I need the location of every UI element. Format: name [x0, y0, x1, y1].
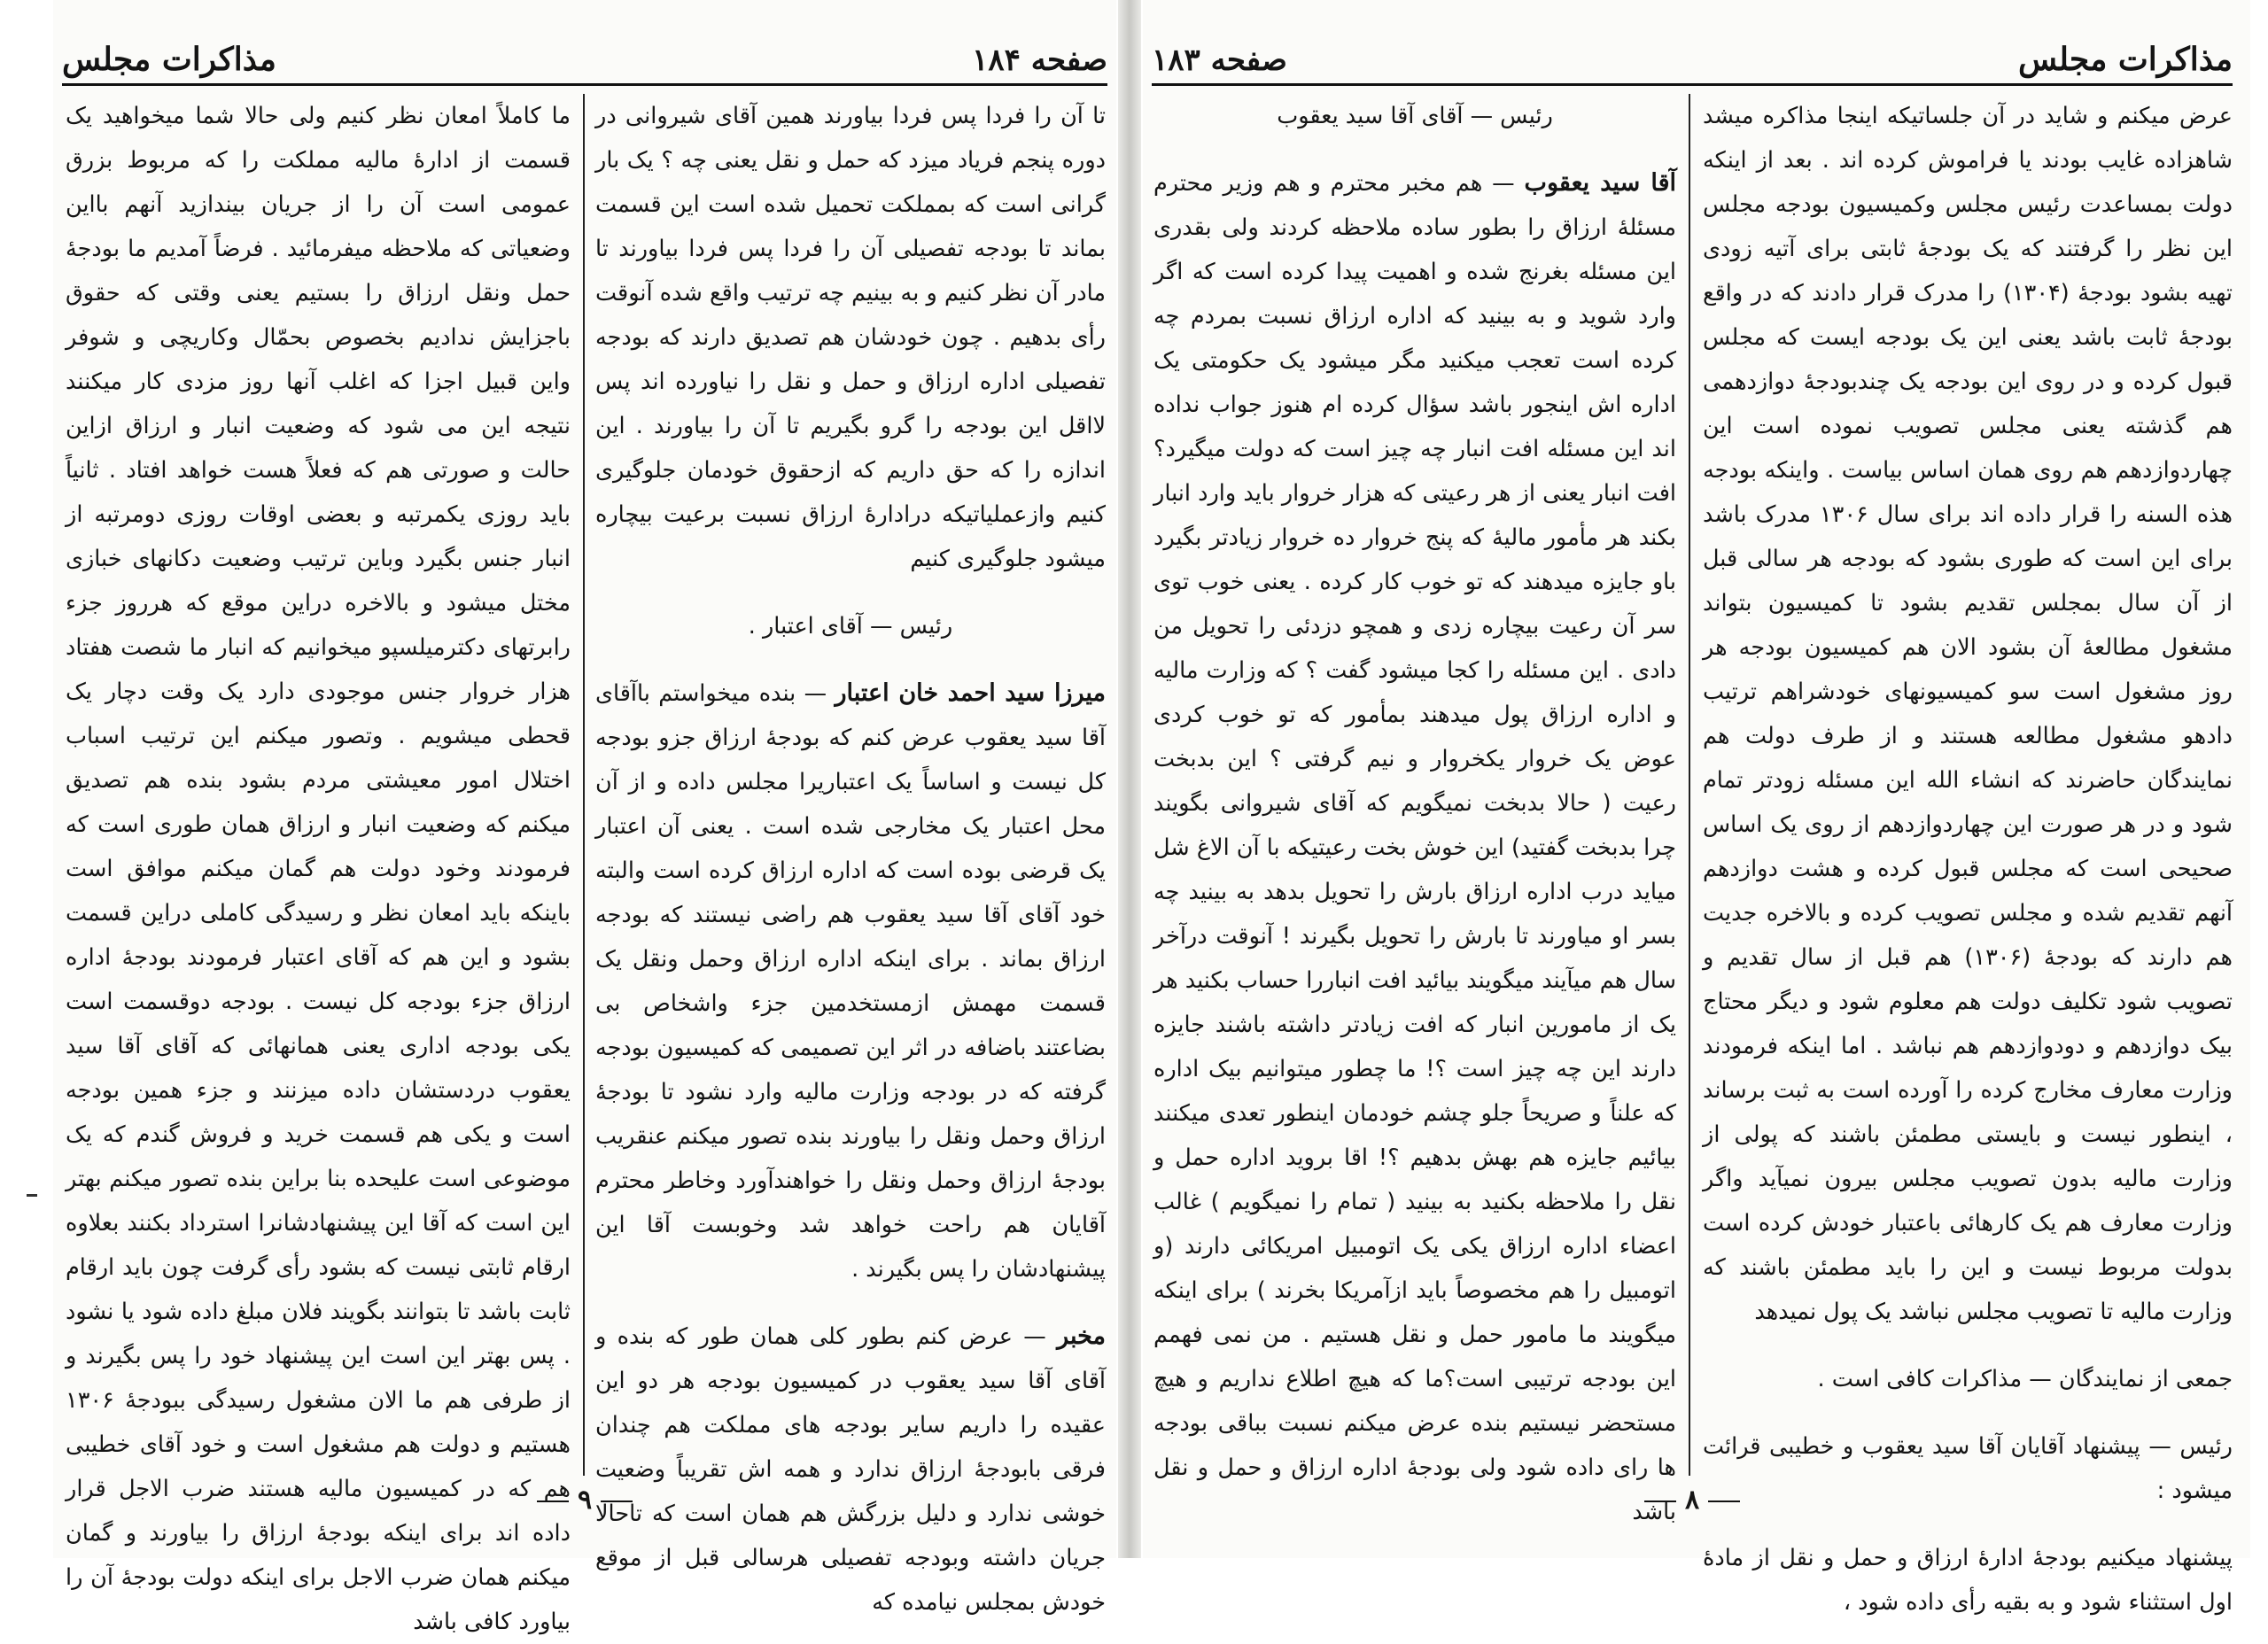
body-paragraph: تا آن را فردا پس فردا بیاورند همین آقای شیروانی در دوره پنجم فریاد میزد که حمل و نقل یعنی چه ؟ یک بار گرانی است که بمملکت تحمیل شده است این قسمت بماند تا بودجه تفصیلی آن را فردا پس فردا بیاورند تا مادر آن نظر کنیم و به بینیم چه ترتیب واقع شده آنوقت رأی بدهیم . چون خودشان هم تصدیق دارند که بودجه تفصیلی اداره ارزاق و حمل و نقل را نیاورده اند پس لااقل این بودجه را گرو بگیریم تا آن را بیاورند . این اندازه را که حق داریم که ازحقوق خودمان جلوگیری کنیم وازعملیاتیکه درادارهٔ ارزاق نسبت برعیت بیچاره میشود جلوگیری کنیم	[595, 103, 1106, 572]
left-folio: ۹	[514, 1485, 656, 1516]
left-page-number: صفحه ۱۸۴	[972, 43, 1107, 78]
right-folio: ۸	[1621, 1485, 1763, 1516]
page-edge-mark	[27, 1194, 37, 1197]
speech-text: — بنده میخواستم باآقای آقا سید یعقوب عرض کنم که بودجهٔ ارزاق جزو بودجه کل نیست و اساساً یک اعتباریرا مجلس داده و از آن محل اعتبار یک مخارجی شده است . یعنی آن اعتبار یک قرضی بوده است که اداره ارزاق کرده است والبته خود آقای آقا سید یعقوب هم راضی نیستند که بودجه ارزاق بماند . برای اینکه اداره ارزاق وحمل ونقل یک قسمت مهمش ازمستخدمین جزء واشخاص بی بضاعتند باضافه در اثر این تصمیمی که کمیسیون بودجه گرفته که در بودجه وزارت مالیه وارد نشود تا بودجهٔ ارزاق وحمل ونقل را بیاورند بنده تصور میکنم عنقریب بودجهٔ ارزاق وحمل ونقل را خواهندآورد وخاطر محترم آقایان هم راحت خواهد شد وخوبست آقا این پیشنهادشان را پس بگیرند .	[595, 680, 1106, 1283]
paragraph-gap	[595, 648, 1106, 671]
left-running-title: مذاکرات مجلس	[62, 41, 276, 78]
paragraph-gap	[1703, 1401, 2233, 1424]
left-head-rule	[62, 83, 1107, 86]
left-page	[53, 0, 1116, 1635]
speech-text: — عرض کنم بطور کلی همان طور که بنده و آقای آقا سید یعقوب در کمیسیون بودجه هر دو این عقیده را داریم سایر بودجه های مملکت هم چندان فرقی بابودجهٔ ارزاق ندارد و همه اش تقریباً وضعیت خوشی ندارد و دلیل بزرگش هم همان است که تاحالا جریان داشته وبودجه تفصیلی هرسالی قبل از موقع خودش بمجلس نیامده که	[595, 1323, 1106, 1616]
body-paragraph: ما کاملاً امعان نظر کنیم ولی حالا شما میخواهید یک قسمت از ادارهٔ مالیه مملکت را که مربوط بزرق عمومی است آن را از جریان بیندازید آنهم بااین وضعیاتی که ملاحظه میفرمائید . فرضاً آمدیم ما بودجهٔ حمل ونقل ارزاق را بستیم یعنی وقتی که حقوق باجزایش ندادیم بخصوص بحمّال وکاریچی و شوفر واین قبیل اجزا که اغلب آنها روز مزدی کار میکنند نتیجه این می شود که وضعیت انبار و ارزاق ازاین حالت و صورتی هم که فعلاً هست خواهد افتاد . ثانیاً باید روزی یکمرتبه و بعضی اوقات روزی دومرتبه از انبار جنس بگیرد وباین ترتیب وضعیت دکانهای خبازی مختل میشود و بالاخره دراین موقع که هرروز جزء رابرتهای دکترمیلسپو میخوانیم که انبار ما شصت هفتاد هزار خروار جنس موجودی دارد یک وقت دچار یک قحطی میشویم . وتصور میکنم این ترتیب اسباب اختلال امور معیشتی مردم بشود بنده هم تصدیق میکنم که وضعیت انبار و ارزاق همان طوری است که فرمودند وخود دولت هم گمان میکنم موافق است باینکه باید امعان نظر و رسیدگی کاملی دراین قسمت بشود و این هم که آقای اعتبار فرمودند بودجهٔ اداره ارزاق جزء بودجه کل نیست . بودجه دوقسمت است یکی بودجه اداری یعنی همانهائی که آقای آقا سید یعقوب دردستشان داده میزنند و جزء همین بودجه است و یکی هم قسمت خرید و فروش گندم که یک موضوعی است علیحده بنا براین بنده تصور میکنم بهتر این است که آقا این پیشنهادشانرا استرداد بکنند بعلاوه ارقام ثابتی نیست که بشود رأی گرفت چون باید ارقام ثابت باشد تا بتوانند بگویند فلان مبلغ داده شود یا نشود . پس بهتر این است این پیشنهاد خود را پس بگیرند و از طرفی هم ما الان مشغول رسیدگی ببودجهٔ ۱۳۰۶ هستیم و دولت هم مشغول است و خود آقای خطیبی هم که در کمیسیون مالیه هستند ضرب الاجل قرار داده اند برای اینکه بودجهٔ ارزاق را بیاورند و گمان میکنم همان ضرب الاجل برای اینکه دولت بودجهٔ آن را بیاورد کافی باشد	[66, 103, 571, 1635]
right-page-left-column	[1153, 94, 1676, 1525]
right-page-number: صفحه ۱۸۳	[1152, 43, 1287, 78]
speaker-name: مخبر	[1057, 1322, 1107, 1350]
body-paragraph: جمعی از نمایندگان — مذاکرات کافی است .	[1817, 1366, 2233, 1392]
right-running-title: مذاکرات مجلس	[2018, 41, 2233, 78]
paragraph-gap	[595, 1291, 1106, 1314]
left-running-head	[62, 25, 1107, 78]
left-page-left-column	[66, 94, 571, 1635]
right-head-rule	[1152, 83, 2233, 86]
right-column-divider	[1689, 94, 1690, 1476]
body-paragraph: عرض میکنم و شاید در آن جلساتیکه اینجا مذاکره میشد شاهزاده غایب بودند یا فراموش کرده اند . بعد از اینکه دولت بمساعدت رئیس مجلس وکمیسیون بودجه مجلس این نظر را گرفتند که یک بودجهٔ ثابتی برای آتیه زودی تهیه بشود بودجهٔ (۱۳۰۴) را مدرک قرار دادند که در واقع بودجهٔ ثابت باشد یعنی این یک بودجه ایست که مجلس قبول کرده و در روی این بودجه یک چندبودجهٔ دوازدهمی هم گذشته یعنی مجلس تصویب نموده است این چهاردوازدهم هم روی همان اساس بیاست . واینکه بودجه هذه السنه را قرار داده اند برای سال ۱۳۰۶ مدرک باشد برای این است که طوری بشود که بودجه هر سالی قبل از آن سال بمجلس تقدیم بشود تا کمیسیون بتواند مشغول مطالعهٔ آن بشود الان هم کمیسیون بودجه هر روز مشغول است سو کمیسیونهای خودشراهم ترتیب دادهو مشغول مطالعه هستند و از طرف دولت هم نمایندگان حاضرند که انشاء الله این مسئله زودتر تمام شود و در هر صورت این چهاردوازدهم از روی یک اساس صحیحی است که مجلس قبول کرده و هشت دوازدهم آنهم تقدیم شده و مجلس تصویب کرده و بالاخره جدیت هم دارند که بودجهٔ (۱۳۰۶) هم قبل از سال تقدیم و تصویب شود تکلیف دولت هم معلوم شود و دیگر محتاج بیک دوازدهم و دودوازدهم هم نباشد . اما اینکه فرمودند وزارت معارف مخارج کرده را آورده است به ثبت برساند ، اینطور نیست و بایستی مطمئن باشند که پولی از وزارت مالیه بدون تصویب مجلس بیرون نمیآید واگر وزارت معارف هم یک کارهائی باعتبار خودش کرده است بدولت مربوط نیست و این را باید مطمئن باشند که وزارت مالیه تا تصویب مجلس نباشد یک پول نمیدهد	[1703, 103, 2233, 1325]
chair-line: رئیس — آقای اعتبار .	[748, 613, 953, 640]
speech-text: — هم مخبر محترم و هم وزیر محترم مسئلهٔ ارزاق را بطور ساده ملاحظه کردند ولی بقدری این مسئله بغرنج شده و اهمیت پیدا کرده است که اگر وارد شوید و به بینید که اداره ارزاق نسبت بمردم چه کرده است تعجب میکنید مگر میشود یک حکومتی یک اداره اش اینجور باشد سؤال کرده ام هنوز جواب نداده اند این مسئله افت انبار چه چیز است که دولت میگیرد؟ افت انبار یعنی از هر رعیتی که هزار خروار باید وارد انبار بکند هر مأمور مالیهٔ که پنج خروار ده خروار زیادتر بگیرد باو جایزه میدهند که تو خوب کار کرده . یعنی خوب توی سر آن رعیت بیچاره زدی و همچو دزدئی را تحویل من دادی . این مسئله را کجا میشود گفت ؟ که وزارت مالیه و اداره ارزاق پول میدهند بمأمور که تو خوب کردی عوض یک خروار یکخروار و نیم گرفتی ؟ این بدبخت رعیت ( حالا بدبخت نمیگویم که آقای شیروانی بگویند چرا بدبخت گفتید) این خوش بخت رعیتیکه با آن الاغ شل میاید درب اداره ارزاق بارش را تحویل بدهد به بینید چه بسر او میاورند تا بارش را تحویل بگیرند ! آنوقت درآخر سال هم میآیند میگویند بیائید افت انباررا حساب بکنید هر یک از مامورین انبار که افت زیادتر داشته باشند جایزه دارند این چه چیز است ؟! ما چطور میتوانیم بیک اداره که علناً و صریحاً جلو چشم خودمان اینطور تعدی میکنند بیائیم جایزه هم بهش بدهیم ؟! اقا بروید اداره حمل و نقل را ملاحظه بکنید به بینید ( تمام را نمیگویم ) غالب اعضاء اداره ارزاق یکی یک اتومبیل امریکائی دارند (و اتومبیل را هم مخصوصاً باید ازآمریکا بخرند ) برای اینکه میگویند ما مامور حمل و نقل هستیم . من نمی فهمم این بودجه ترتیبی است؟ما که هیچ اطلاع نداریم و هیچ مستحضر نیستیم بنده عرض میکنم نسبت بباقی بودجه ها رای داده شود ولی بودجهٔ اداره ارزاق و حمل و نقل باشد	[1153, 170, 1676, 1525]
left-column-divider	[583, 94, 585, 1476]
binding-gutter	[1118, 0, 1141, 1558]
left-page-right-column	[595, 94, 1107, 1616]
paragraph-gap	[1703, 1334, 2233, 1357]
speech-paragraph	[595, 671, 1106, 1291]
right-running-head	[1152, 25, 2233, 78]
speaker-name: آقا سید یعقوب	[1524, 169, 1676, 197]
body-paragraph: رئیس — پیشنهاد آقایان آقا سید یعقوب و خطیبی قرائت میشود :	[1703, 1433, 2233, 1504]
chair-line: رئیس — آقای آقا سید یعقوب	[1277, 103, 1553, 129]
paragraph-gap	[1703, 1513, 2233, 1536]
speaker-name: میرزا سید احمد خان اعتبار	[835, 679, 1106, 707]
right-page	[1143, 0, 2250, 1616]
body-paragraph: پیشنهاد میکنیم بودجهٔ ادارهٔ ارزاق و حمل و نقل از مادهٔ اول استثناء شود و به بقیه رأی داده شود ،	[1703, 1545, 2233, 1616]
speech-paragraph	[595, 1314, 1106, 1625]
paragraph-gap	[595, 581, 1106, 604]
right-page-right-column	[1703, 94, 2233, 1616]
speech-paragraph	[1153, 161, 1676, 1534]
paragraph-gap	[1153, 138, 1676, 161]
